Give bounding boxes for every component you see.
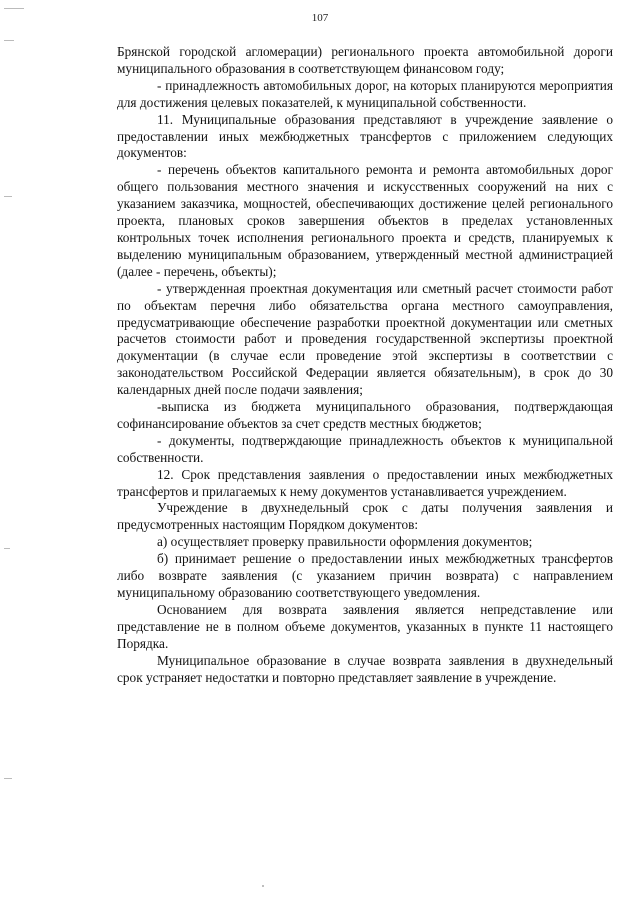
paragraph-item-b: б) принимает решение о предоставлении иных межбюджетных трансфертов либо возврате заявления (с указанием причин возврата) с направлением муниципальному образованию соответствующего уведомления. xyxy=(117,551,613,600)
paragraph-objects-list: - перечень объектов капитального ремонта и ремонта автомобильных дорог общего пользования местного значения и искусственных сооружений на них с указанием заказчика, мощностей, обеспечивающих достижение целей регионального проекта, плановых сроков завершения объектов в пределах установленных контрольных точек исполнения регионального проекта и средств, планируемых к выделению муниципальным образованием, утвержденный местной администрацией (далее - перечень, объекты); xyxy=(117,162,613,279)
paragraph-project-documentation: - утвержденная проектная документация или сметный расчет стоимости работ по объектам перечня либо обязательства органа местного самоуправления, предусматривающие обеспечение разработки проектной документации или сметных расчетов стоимости работ и проведения государственной экспертизы проектной документации (в случае если проведение этой экспертизы в соответствии с законодательством Российской Федерации является обязательным), в срок до 30 календарных дней после подачи заявления; xyxy=(117,280,613,398)
paragraph-ownership-documents: - документы, подтверждающие принадлежность объектов к муниципальной собственности. xyxy=(117,432,613,465)
page-number: 107 xyxy=(311,12,329,24)
paragraph-budget-extract: -выписка из бюджета муниципального образования, подтверждающая софинансирование объектов за счет средств местных бюджетов; xyxy=(117,399,613,431)
paragraph-ownership: - принадлежность автомобильных дорог, на которых планируются мероприятия для достижения целевых показателей, к муниципальной собственности. xyxy=(117,77,613,110)
scan-artifact xyxy=(262,885,264,887)
paragraph-institution-review: Учреждение в двухнедельный срок с даты получения заявления и предусмотренных настоящим Порядком документов: xyxy=(117,500,613,533)
paragraph-clause-11: 11. Муниципальные образования представляют в учреждение заявление о предоставлении иных межбюджетных трансфертов с приложением следующих документов: xyxy=(117,111,613,161)
paragraph-resubmission: Муниципальное образование в случае возврата заявления в двухнедельный срок устраняет недостатки и повторно представляет заявление в учреждение. xyxy=(117,652,613,685)
paragraph-clause-12: 12. Срок представления заявления о предоставлении иных межбюджетных трансфертов и прилагаемых к нему документов устанавливается учреждением. xyxy=(117,466,613,499)
paragraph-item-a: а) осуществляет проверку правильности оформления документов; xyxy=(157,534,533,550)
paragraph-continuation: Брянской городской агломерации) регионального проекта автомобильной дороги муниципального образования в соответствующем финансовом году; xyxy=(117,44,613,76)
paragraph-return-grounds: Основанием для возврата заявления является непредставление или представление не в полном объеме документов, указанных в пункте 11 настоящего Порядка. xyxy=(117,601,613,651)
scan-margin-marks xyxy=(0,0,40,905)
document-body xyxy=(117,44,613,686)
